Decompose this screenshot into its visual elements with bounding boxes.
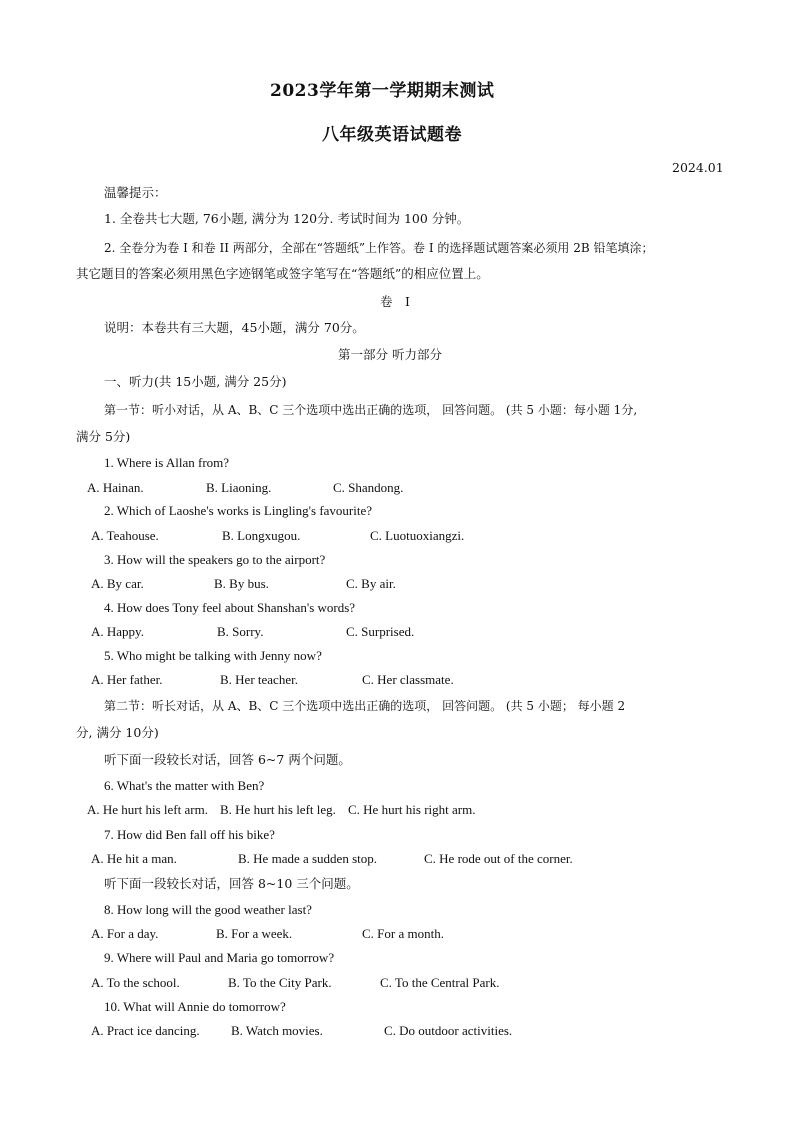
q4-option-c: C. Surprised. <box>346 624 415 639</box>
q6-option-b: B. He hurt his left leg. <box>220 802 336 817</box>
volume-heading: 卷 I <box>380 294 410 309</box>
question-8: 8. How long will the good weather last? <box>104 902 312 917</box>
section-title: 一、听力(共 15小题, 满分 25分) <box>104 374 287 389</box>
question-1: 1. Where is Allan from? <box>104 455 230 470</box>
q1-option-c: C. Shandong. <box>333 480 404 495</box>
listen-instruction-6-7: 听下面一段较长对话，回答 6~7 两个问题。 <box>104 752 351 767</box>
q2-option-c: C. Luotuoxiangzi. <box>370 528 465 543</box>
instruction-item-2-line-2: 其它题目的答案必须用黑色字迹钢笔或签字笔写在“答题纸”的相应位置上。 <box>76 266 489 281</box>
q8-option-c: C. For a month. <box>362 926 444 941</box>
q3-option-b: B. By bus. <box>214 576 269 591</box>
q10-option-a: A. Pract ice dancing. <box>91 1023 200 1038</box>
exam-date: 2024.01 <box>672 160 724 175</box>
q5-option-b: B. Her teacher. <box>220 672 298 687</box>
question-4: 4. How does Tony feel about Shanshan's words? <box>104 600 356 615</box>
q10-option-c: C. Do outdoor activities. <box>384 1023 513 1038</box>
exam-title: 2023学年第一学期期末测试 <box>270 81 495 101</box>
q6-option-c: C. He hurt his right arm. <box>348 802 476 817</box>
instructions-heading: 温馨提示： <box>104 185 167 200</box>
question-7: 7. How did Ben fall off his bike? <box>104 827 275 842</box>
question-3: 3. How will the speakers go to the airport? <box>104 552 326 567</box>
q4-option-b: B. Sorry. <box>217 624 264 639</box>
q5-option-a: A. Her father. <box>91 672 163 687</box>
subsection-1-line-1: 第一节：听小对话，从 A、B、C 三个选项中选出正确的选项， 回答问题。 (共 5 小题：每小题 1分, <box>104 403 638 417</box>
exam-subtitle: 八年级英语试题卷 <box>322 125 462 145</box>
question-5: 5. Who might be talking with Jenny now? <box>104 648 322 663</box>
q4-option-a: A. Happy. <box>91 624 144 639</box>
q9-option-b: B. To the City Park. <box>228 975 332 990</box>
part-heading: 第一部分 听力部分 <box>338 347 442 362</box>
q7-option-c: C. He rode out of the corner. <box>424 851 573 866</box>
question-6: 6. What's the matter with Ben? <box>104 778 265 793</box>
q7-option-b: B. He made a sudden stop. <box>238 851 378 866</box>
q10-option-b: B. Watch movies. <box>231 1023 323 1038</box>
q9-option-a: A. To the school. <box>91 975 180 990</box>
q6-option-a: A. He hurt his left arm. <box>87 802 208 817</box>
q9-option-c: C. To the Central Park. <box>380 975 500 990</box>
q3-option-a: A. By car. <box>91 576 144 591</box>
instruction-item-2-line-1: 2. 全卷分为卷 I 和卷 II 两部分，全部在“答题纸”上作答。卷 I 的选择题试题答案必须用 2B 铅笔填涂； <box>104 241 654 255</box>
q2-option-b: B. Longxugou. <box>222 528 301 543</box>
question-2: 2. Which of Laoshe's works is Lingling's favourite? <box>104 503 373 518</box>
q2-option-a: A. Teahouse. <box>91 528 159 543</box>
q8-option-b: B. For a week. <box>216 926 293 941</box>
q5-option-c: C. Her classmate. <box>362 672 454 687</box>
q1-option-a: A. Hainan. <box>87 480 144 495</box>
volume-note: 说明：本卷共有三大题，45小题，满分 70分。 <box>104 320 365 335</box>
listen-instruction-8-10: 听下面一段较长对话，回答 8~10 三个问题。 <box>104 876 359 891</box>
subsection-2-line-2: 分, 满分 10分) <box>76 725 159 740</box>
q7-option-a: A. He hit a man. <box>91 851 177 866</box>
subsection-2-line-1: 第二节：听长对话，从 A、B、C 三个选项中选出正确的选项， 回答问题。 (共 5 小题； 每小题 2 <box>104 699 626 713</box>
q1-option-b: B. Liaoning. <box>206 480 272 495</box>
question-9: 9. Where will Paul and Maria go tomorrow? <box>104 950 335 965</box>
instruction-item-1: 1. 全卷共七大题, 76小题, 满分为 120分. 考试时间为 100 分钟。 <box>104 211 470 226</box>
subsection-1-line-2: 满分 5分) <box>76 429 131 444</box>
question-10: 10. What will Annie do tomorrow? <box>104 999 286 1014</box>
q3-option-c: C. By air. <box>346 576 396 591</box>
q8-option-a: A. For a day. <box>91 926 159 941</box>
